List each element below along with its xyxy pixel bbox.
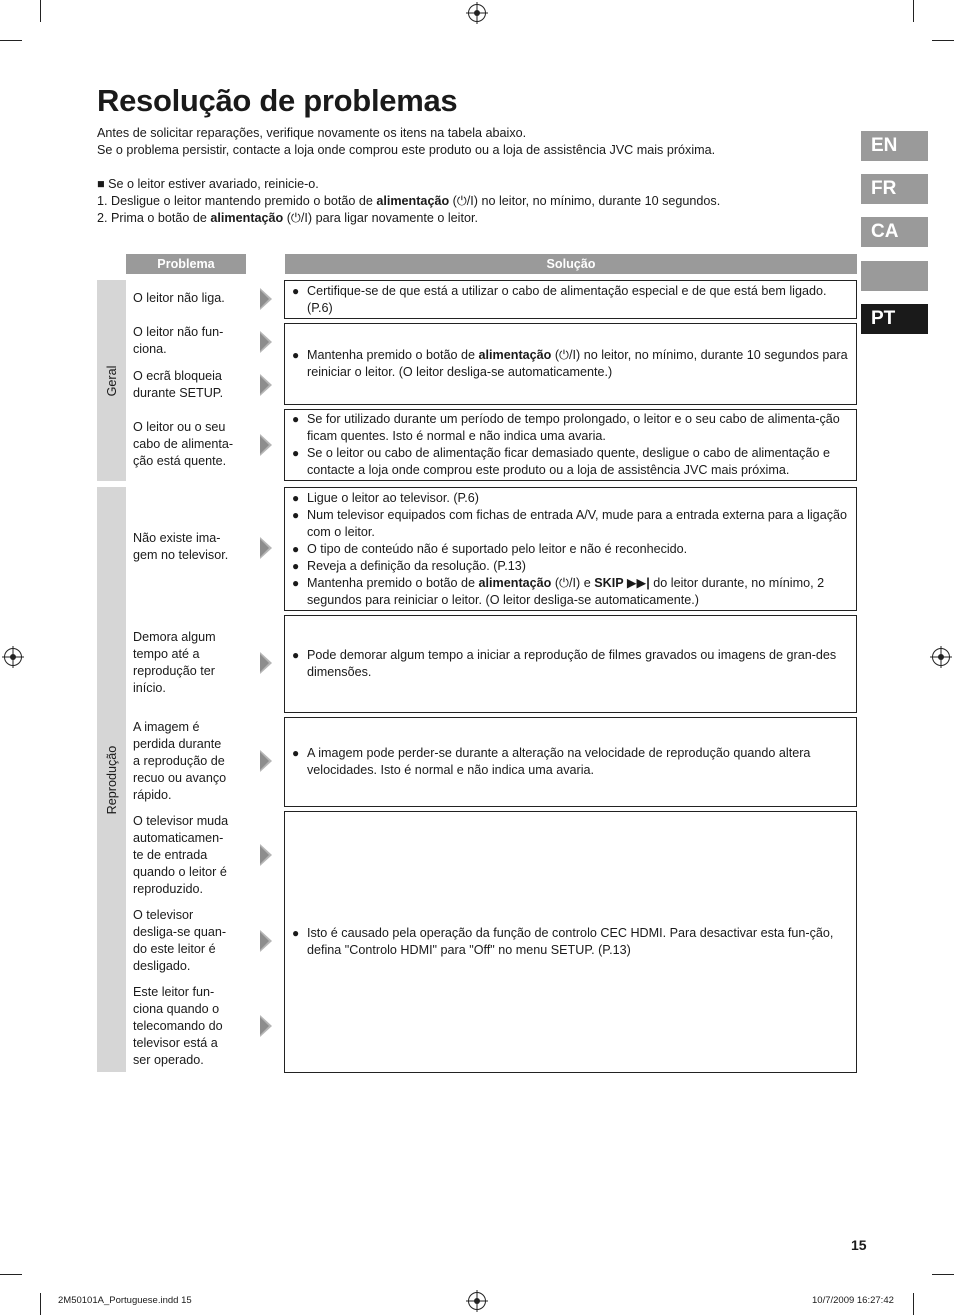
page-title: Resolução de problemas (97, 83, 458, 118)
intro-line: Antes de solicitar reparações, verifique novamente os itens na tabela abaixo. (97, 126, 527, 140)
crop-mark (932, 40, 954, 41)
solution-box (284, 811, 857, 1073)
arrow-right-icon (260, 750, 272, 772)
solution-item: ● O tipo de conteúdo não é suportado pelo leitor e não é reconhecido. (292, 541, 850, 558)
arrow-right-icon (260, 1015, 272, 1037)
solution-item: ● Num televisor equipados com fichas de entrada A/V, mude para a entrada externa para a ligação com o leitor. (292, 507, 850, 541)
problem-text: O leitor não fun- ciona. (133, 325, 224, 356)
reset-step-2: 2. Prima o botão de alimentação (⏻/I) para ligar novamente o leitor. (97, 211, 478, 225)
crop-mark (0, 40, 22, 41)
solution-item: ● Se for utilizado durante um período de tempo prolongado, o leitor e o seu cabo de alimenta-ção ficam quentes. Isto é normal e não indica uma avaria. (292, 411, 850, 445)
solution-item: ● Reveja a definição da resolução. (P.13) (292, 558, 850, 575)
footer-date: 10/7/2009 16:27:42 (812, 1295, 894, 1306)
crop-mark (913, 1293, 914, 1315)
problem-text: O leitor ou o seu cabo de alimenta- ção está quente. (133, 420, 234, 468)
reset-step-1: 1. Desligue o leitor mantendo premido o botão de alimentação (⏻/I) no leitor, no mínimo, durante 10 segundos. (97, 194, 721, 208)
lang-tab-en: EN (861, 131, 928, 161)
footer-file: 2M50101A_Portuguese.indd 15 (58, 1295, 192, 1306)
problem-text: Demora algum tempo até a reprodução ter início. (133, 630, 216, 695)
arrow-right-icon (260, 288, 272, 310)
registration-mark-icon (468, 1292, 486, 1310)
solution-item: ● Certifique-se de que está a utilizar o cabo de alimentação especial e de que está bem ligado. (P.6) (292, 283, 850, 317)
arrow-right-icon (260, 434, 272, 456)
lang-tab-blank (861, 261, 928, 291)
registration-mark-icon (468, 4, 486, 22)
header-solution: Solução (285, 254, 857, 274)
category-general (97, 280, 126, 481)
solution-item: ● Pode demorar algum tempo a iniciar a reprodução de filmes gravados ou imagens de gran-des dimensões. (292, 647, 850, 681)
arrow-right-icon (260, 930, 272, 952)
solution-box (284, 280, 857, 319)
solution-box (284, 323, 857, 405)
solution-item: ● Ligue o leitor ao televisor. (P.6) (292, 490, 850, 507)
registration-mark-icon (4, 648, 22, 666)
problem-text: O leitor não liga. (133, 291, 225, 305)
solution-item: ● Se o leitor ou cabo de alimentação ficar demasiado quente, desligue o cabo de alimentação e contacte a loja onde comprou este produto ou a loja de assistência JVC mais próxima. (292, 445, 850, 479)
solution-box (284, 717, 857, 807)
crop-mark (932, 1274, 954, 1275)
solution-item: ● Mantenha premido o botão de alimentação (⏻/I) no leitor, no mínimo, durante 10 segundos para reiniciar o leitor. (O leitor desliga-se automaticamente.) (292, 347, 850, 381)
arrow-right-icon (260, 537, 272, 559)
intro-line: Se o problema persistir, contacte a loja onde comprou este produto ou a loja de assistência JVC mais próxima. (97, 143, 716, 157)
solution-item: ● A imagem pode perder-se durante a alteração na velocidade de reprodução quando altera velocidades. Isto é normal e não indica uma avaria. (292, 745, 850, 779)
registration-mark-icon (932, 648, 950, 666)
page-number: 15 (851, 1237, 867, 1253)
category-label: Reprodução (104, 745, 119, 814)
crop-mark (40, 0, 41, 22)
problem-text: A imagem é perdida durante a reprodução de recuo ou avanço rápido. (133, 720, 227, 802)
category-playback (97, 487, 126, 1072)
lang-tab-ca: CA (861, 217, 928, 247)
arrow-right-icon (260, 652, 272, 674)
solution-box (284, 615, 857, 713)
problem-text: Não existe ima- gem no televisor. (133, 531, 229, 562)
crop-mark (0, 1274, 22, 1275)
reset-heading: ■ Se o leitor estiver avariado, reinicie-o. (97, 177, 319, 191)
solution-item: ● Mantenha premido o botão de alimentação (⏻/I) e SKIP ▶▶| do leitor durante, no mínimo, 2 segundos para reiniciar o leitor. (O leitor desliga-se automaticamente.) (292, 575, 850, 609)
solution-box (284, 487, 857, 611)
lang-tab-pt: PT (861, 304, 928, 334)
arrow-right-icon (260, 844, 272, 866)
problem-text: Este leitor fun- ciona quando o telecomando do televisor está a ser operado. (133, 985, 223, 1067)
header-problem: Problema (126, 254, 246, 274)
crop-mark (913, 0, 914, 22)
solution-item: ● Isto é causado pela operação da função de controlo CEC HDMI. Para desactivar esta fun-ção, defina "Controlo HDMI" para "Off" no menu SETUP. (P.13) (292, 925, 850, 959)
arrow-right-icon (260, 374, 272, 396)
lang-tab-fr: FR (861, 174, 928, 204)
arrow-right-icon (260, 331, 272, 353)
problem-text: O ecrã bloqueia durante SETUP. (133, 369, 224, 400)
crop-mark (40, 1293, 41, 1315)
category-label: Geral (104, 365, 119, 396)
problem-text: O televisor desliga-se quan- do este leitor é desligado. (133, 908, 227, 973)
problem-text: O televisor muda automaticamen- te de entrada quando o leitor é reproduzido. (133, 814, 229, 896)
solution-box (284, 409, 857, 481)
